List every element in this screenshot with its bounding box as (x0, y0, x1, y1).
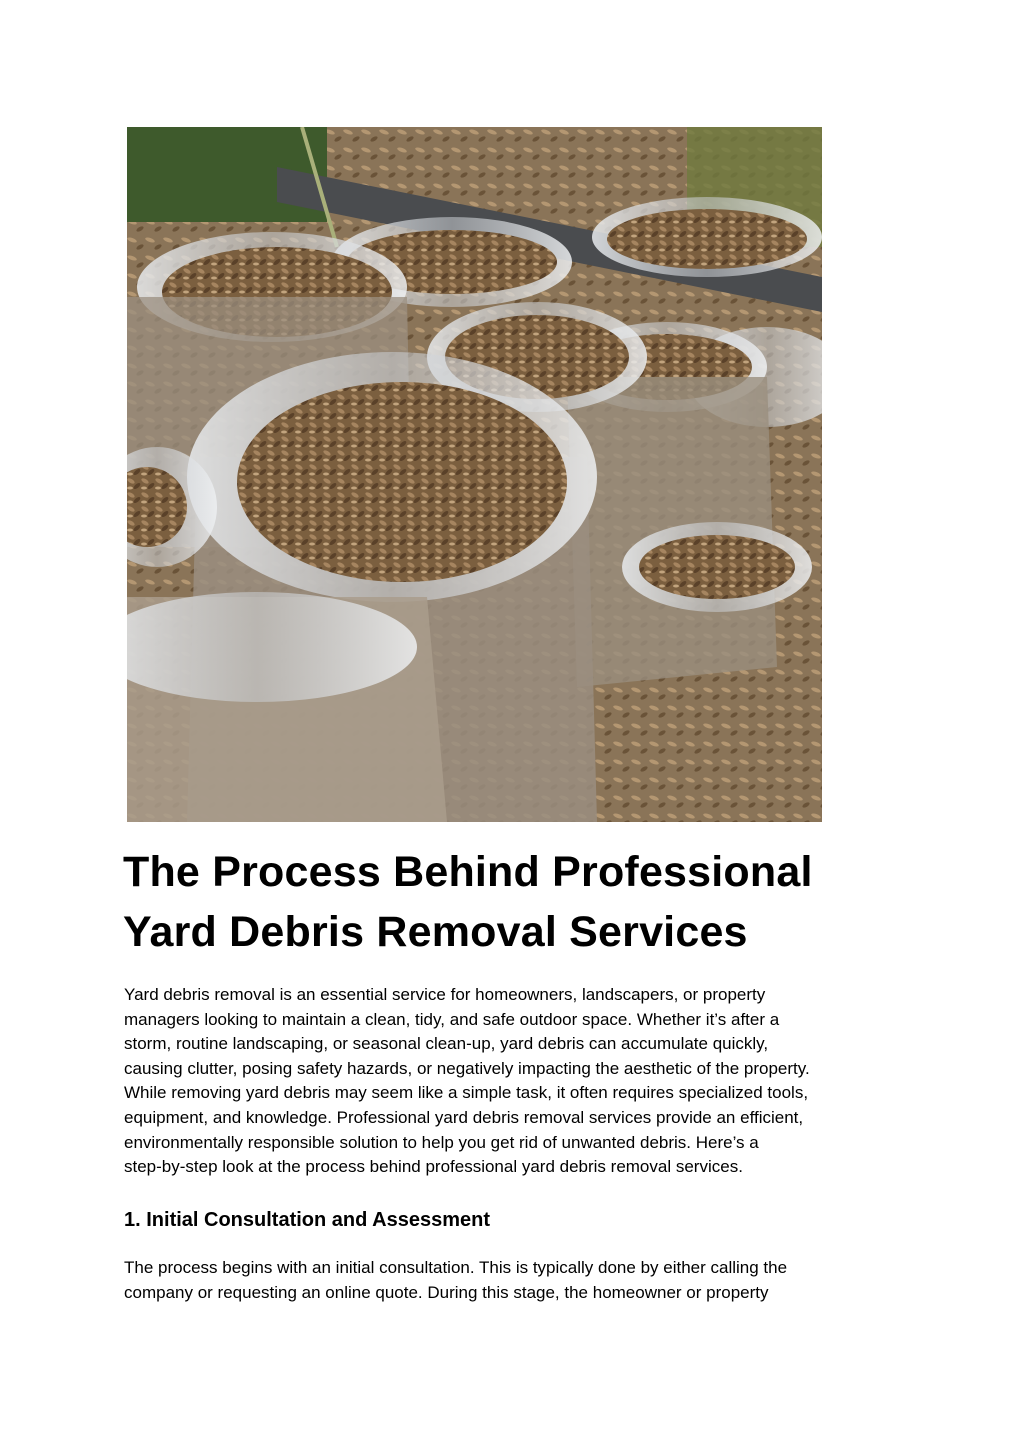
intro-line: environmentally responsible solution to help you get rid of unwanted debris. Here’s a (124, 1132, 759, 1152)
leaf-bags-illustration (127, 127, 822, 822)
article-title (123, 842, 903, 962)
intro-line: Yard debris removal is an essential service for homeowners, landscapers, or property (124, 985, 766, 1004)
section-paragraph-consultation (124, 1256, 914, 1305)
intro-paragraph (124, 983, 914, 1180)
intro-line: While removing yard debris may seem like a simple task, it often requires specialized tools, (124, 1083, 809, 1103)
title-line-2: Yard Debris Removal Services (123, 908, 748, 956)
title-line-1: The Process Behind Professional (123, 848, 813, 896)
section-heading-consultation: 1. Initial Consultation and Assessment (124, 1209, 490, 1231)
leaf-bags-photo (127, 127, 822, 822)
section-line: The process begins with an initial consultation. This is typically done by either calling the (124, 1258, 788, 1277)
section-line: company or requesting an online quote. During this stage, the homeowner or property (124, 1282, 769, 1302)
intro-line: equipment, and knowledge. Professional yard debris removal services provide an efficient, (124, 1107, 804, 1127)
intro-line: managers looking to maintain a clean, tidy, and safe outdoor space. Whether it’s after a (124, 1009, 780, 1029)
intro-line: storm, routine landscaping, or seasonal clean-up, yard debris can accumulate quickly, (124, 1034, 769, 1054)
intro-line: step-by-step look at the process behind professional yard debris removal services. (124, 1157, 743, 1177)
intro-line: causing clutter, posing safety hazards, or negatively impacting the aesthetic of the property. (124, 1058, 810, 1078)
